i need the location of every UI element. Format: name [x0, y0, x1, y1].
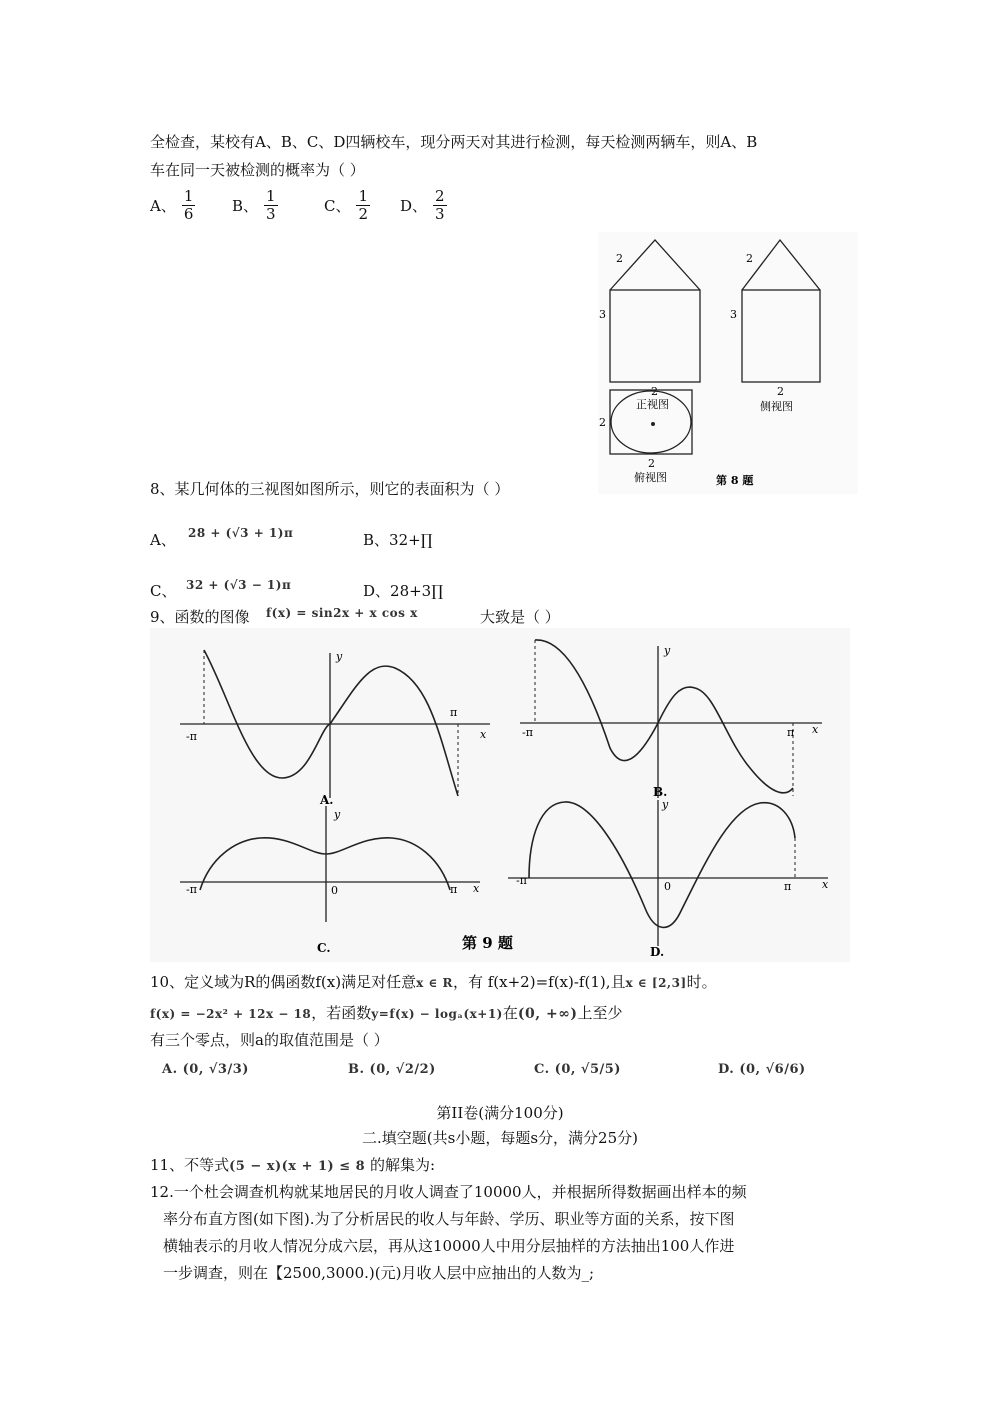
fraction: $\frac{1}{2}$: [358, 187, 369, 223]
fraction: $\frac{1}{6}$: [183, 187, 194, 223]
figure-9-caption: 第 9 题: [462, 934, 513, 952]
q12-line1: 12.一个杜会调查机构就某地居民的月收人调查了10000人，并根据所得数据画出样本的频: [150, 1183, 747, 1201]
q12-line2: 率分布直方图(如下图).为了分析居民的收人与年龄、学历、职业等方面的关系，按下图: [163, 1210, 735, 1228]
fraction: $\frac{1}{3}$: [266, 187, 276, 223]
q7-option-a: [150, 188, 232, 223]
graph-a-label: A.: [320, 793, 334, 807]
side-height-dim: 3: [730, 308, 737, 321]
q11-text-post: 的解集为:: [365, 1156, 435, 1174]
q7-option-c: [324, 188, 400, 223]
q10-line1-text-b: ，有 f(x+2)=f(x)-f(1),且: [452, 973, 626, 991]
q8-option-b: B、32+∏: [363, 531, 433, 549]
q8-option-a-label: A、: [150, 531, 176, 549]
q7-option-b: [232, 188, 324, 223]
side-view-label: 侧视图: [760, 400, 793, 413]
part2-title: 第II卷(满分100分): [436, 1104, 564, 1122]
q10-option-b: B. (0, √2/2): [348, 1062, 436, 1077]
graph-b-y-label: y: [664, 644, 671, 657]
top-view-label: 俯视图: [634, 471, 667, 484]
graph-a-x-label: x: [480, 728, 487, 741]
graph-c-pi: π: [450, 883, 458, 896]
side-roof-dim: 2: [746, 252, 753, 265]
graph-b-neg-pi: -π: [522, 726, 533, 739]
q10-math-x-in-r: x ∈ R: [416, 976, 453, 990]
q7-options: [150, 188, 447, 223]
front-roof-dim: 2: [616, 252, 623, 265]
q8-option-d: D、28+3∏: [363, 582, 444, 600]
q10-line2-text-b: 在: [502, 1004, 518, 1022]
top-width-dim: 2: [648, 457, 655, 470]
q9-function-math: f(x) = sin2x + x cos x: [266, 606, 418, 620]
q7-option-d: [400, 188, 447, 223]
q10-line2: [150, 1003, 623, 1024]
q7-line2: 车在同一天被检测的概率为（ ）: [150, 161, 365, 179]
q10-line1-text-c: 时。: [686, 973, 717, 991]
graph-b-pi: π: [787, 726, 795, 739]
graph-b-x-label: x: [812, 723, 819, 736]
q7-option-c-label: C、: [324, 196, 351, 215]
graph-d-y-label: y: [662, 798, 669, 811]
graph-d-label: D.: [650, 945, 665, 959]
graph-c-neg-pi: -π: [186, 883, 197, 896]
q10-line1: [150, 972, 717, 993]
q10-option-d: D. (0, √6/6): [718, 1062, 806, 1077]
q7-option-a-label: A、: [150, 196, 176, 215]
three-view-figure: [598, 232, 858, 494]
graph-d-pi: π: [784, 880, 792, 893]
graph-c-origin: 0: [331, 884, 338, 897]
q11: [150, 1155, 435, 1177]
figure-background: [598, 232, 858, 494]
q10-option-c: C. (0, √5/5): [534, 1062, 621, 1077]
q10-math-domain: (0, +∞): [517, 1006, 578, 1022]
q10-line2-text-a: ，若函数: [311, 1004, 372, 1022]
q11-inequality-math: (5 − x)(x + 1) ≤ 8: [229, 1159, 366, 1174]
q10-line3: 有三个零点，则a的取值范围是（ ）: [150, 1031, 389, 1049]
q10-math-interval: x ∈ [2,3]: [625, 976, 687, 990]
q7-option-d-label: D、: [400, 196, 428, 215]
q8-option-a-math: 28 + (√3 + 1)π: [188, 526, 294, 540]
graph-a-neg-pi: -π: [186, 730, 197, 743]
fraction: $\frac{2}{3}$: [435, 187, 445, 223]
figure-8-caption: 第 8 题: [716, 474, 754, 487]
q10-math-y: y=f(x) − logₐ(x+1): [371, 1007, 503, 1021]
graph-d-x-label: x: [822, 878, 829, 891]
graph-c-label: C.: [317, 941, 331, 955]
q9-graphs: [150, 628, 850, 962]
q10-line2-text-c: 上至少: [577, 1004, 623, 1022]
q12-line3: 横轴表示的月收人情况分成六层，再从这10000人中用分层抽样的方法抽出100人作进: [163, 1237, 735, 1255]
side-width-dim: 2: [777, 385, 784, 398]
q12-line4: 一步调查，则在【2500,3000.)(元)月收人层中应抽出的人数为_;: [163, 1264, 594, 1282]
graph-d-origin: 0: [664, 880, 671, 893]
graph-a-pi: π: [450, 706, 458, 719]
graph-c-x-label: x: [473, 882, 480, 895]
graph-c-y-label: y: [334, 808, 341, 821]
section-title: 二.填空题(共s小题，每题s分，满分25分): [362, 1129, 638, 1147]
q10-option-a: A. (0, √3/3): [162, 1062, 249, 1077]
q8-stem: 8、某几何体的三视图如图所示，则它的表面积为（ ）: [150, 480, 510, 498]
graphs-background: [150, 628, 850, 962]
front-view-label: 正视图: [636, 398, 669, 411]
q11-text-pre: 11、不等式: [150, 1156, 230, 1174]
top-height-dim: 2: [599, 416, 606, 429]
top-view-center-dot: [651, 422, 655, 426]
q9-stem-post: 大致是（ ）: [480, 608, 560, 626]
graph-d-neg-pi: -π: [516, 874, 527, 887]
graph-b-label: B.: [653, 785, 668, 799]
graph-a-y-label: y: [336, 650, 343, 663]
q8-option-c-label: C、: [150, 582, 177, 600]
q8-option-c-math: 32 + (√3 − 1)π: [186, 578, 292, 592]
q7-option-b-label: B、: [232, 196, 259, 215]
front-width-dim: 2: [651, 385, 658, 398]
q10-line1-text-a: 10、定义域为R的偶函数f(x)满足对任意: [150, 973, 417, 991]
q10-math-fx: f(x) = −2x² + 12x − 18: [150, 1007, 312, 1021]
q9-stem-pre: 9、函数的图像: [150, 608, 250, 626]
q7-line1: 全检查，某校有A、B、C、D四辆校车，现分两天对其进行检测，每天检测两辆车，则A、B: [150, 133, 758, 151]
front-height-dim: 3: [599, 308, 606, 321]
